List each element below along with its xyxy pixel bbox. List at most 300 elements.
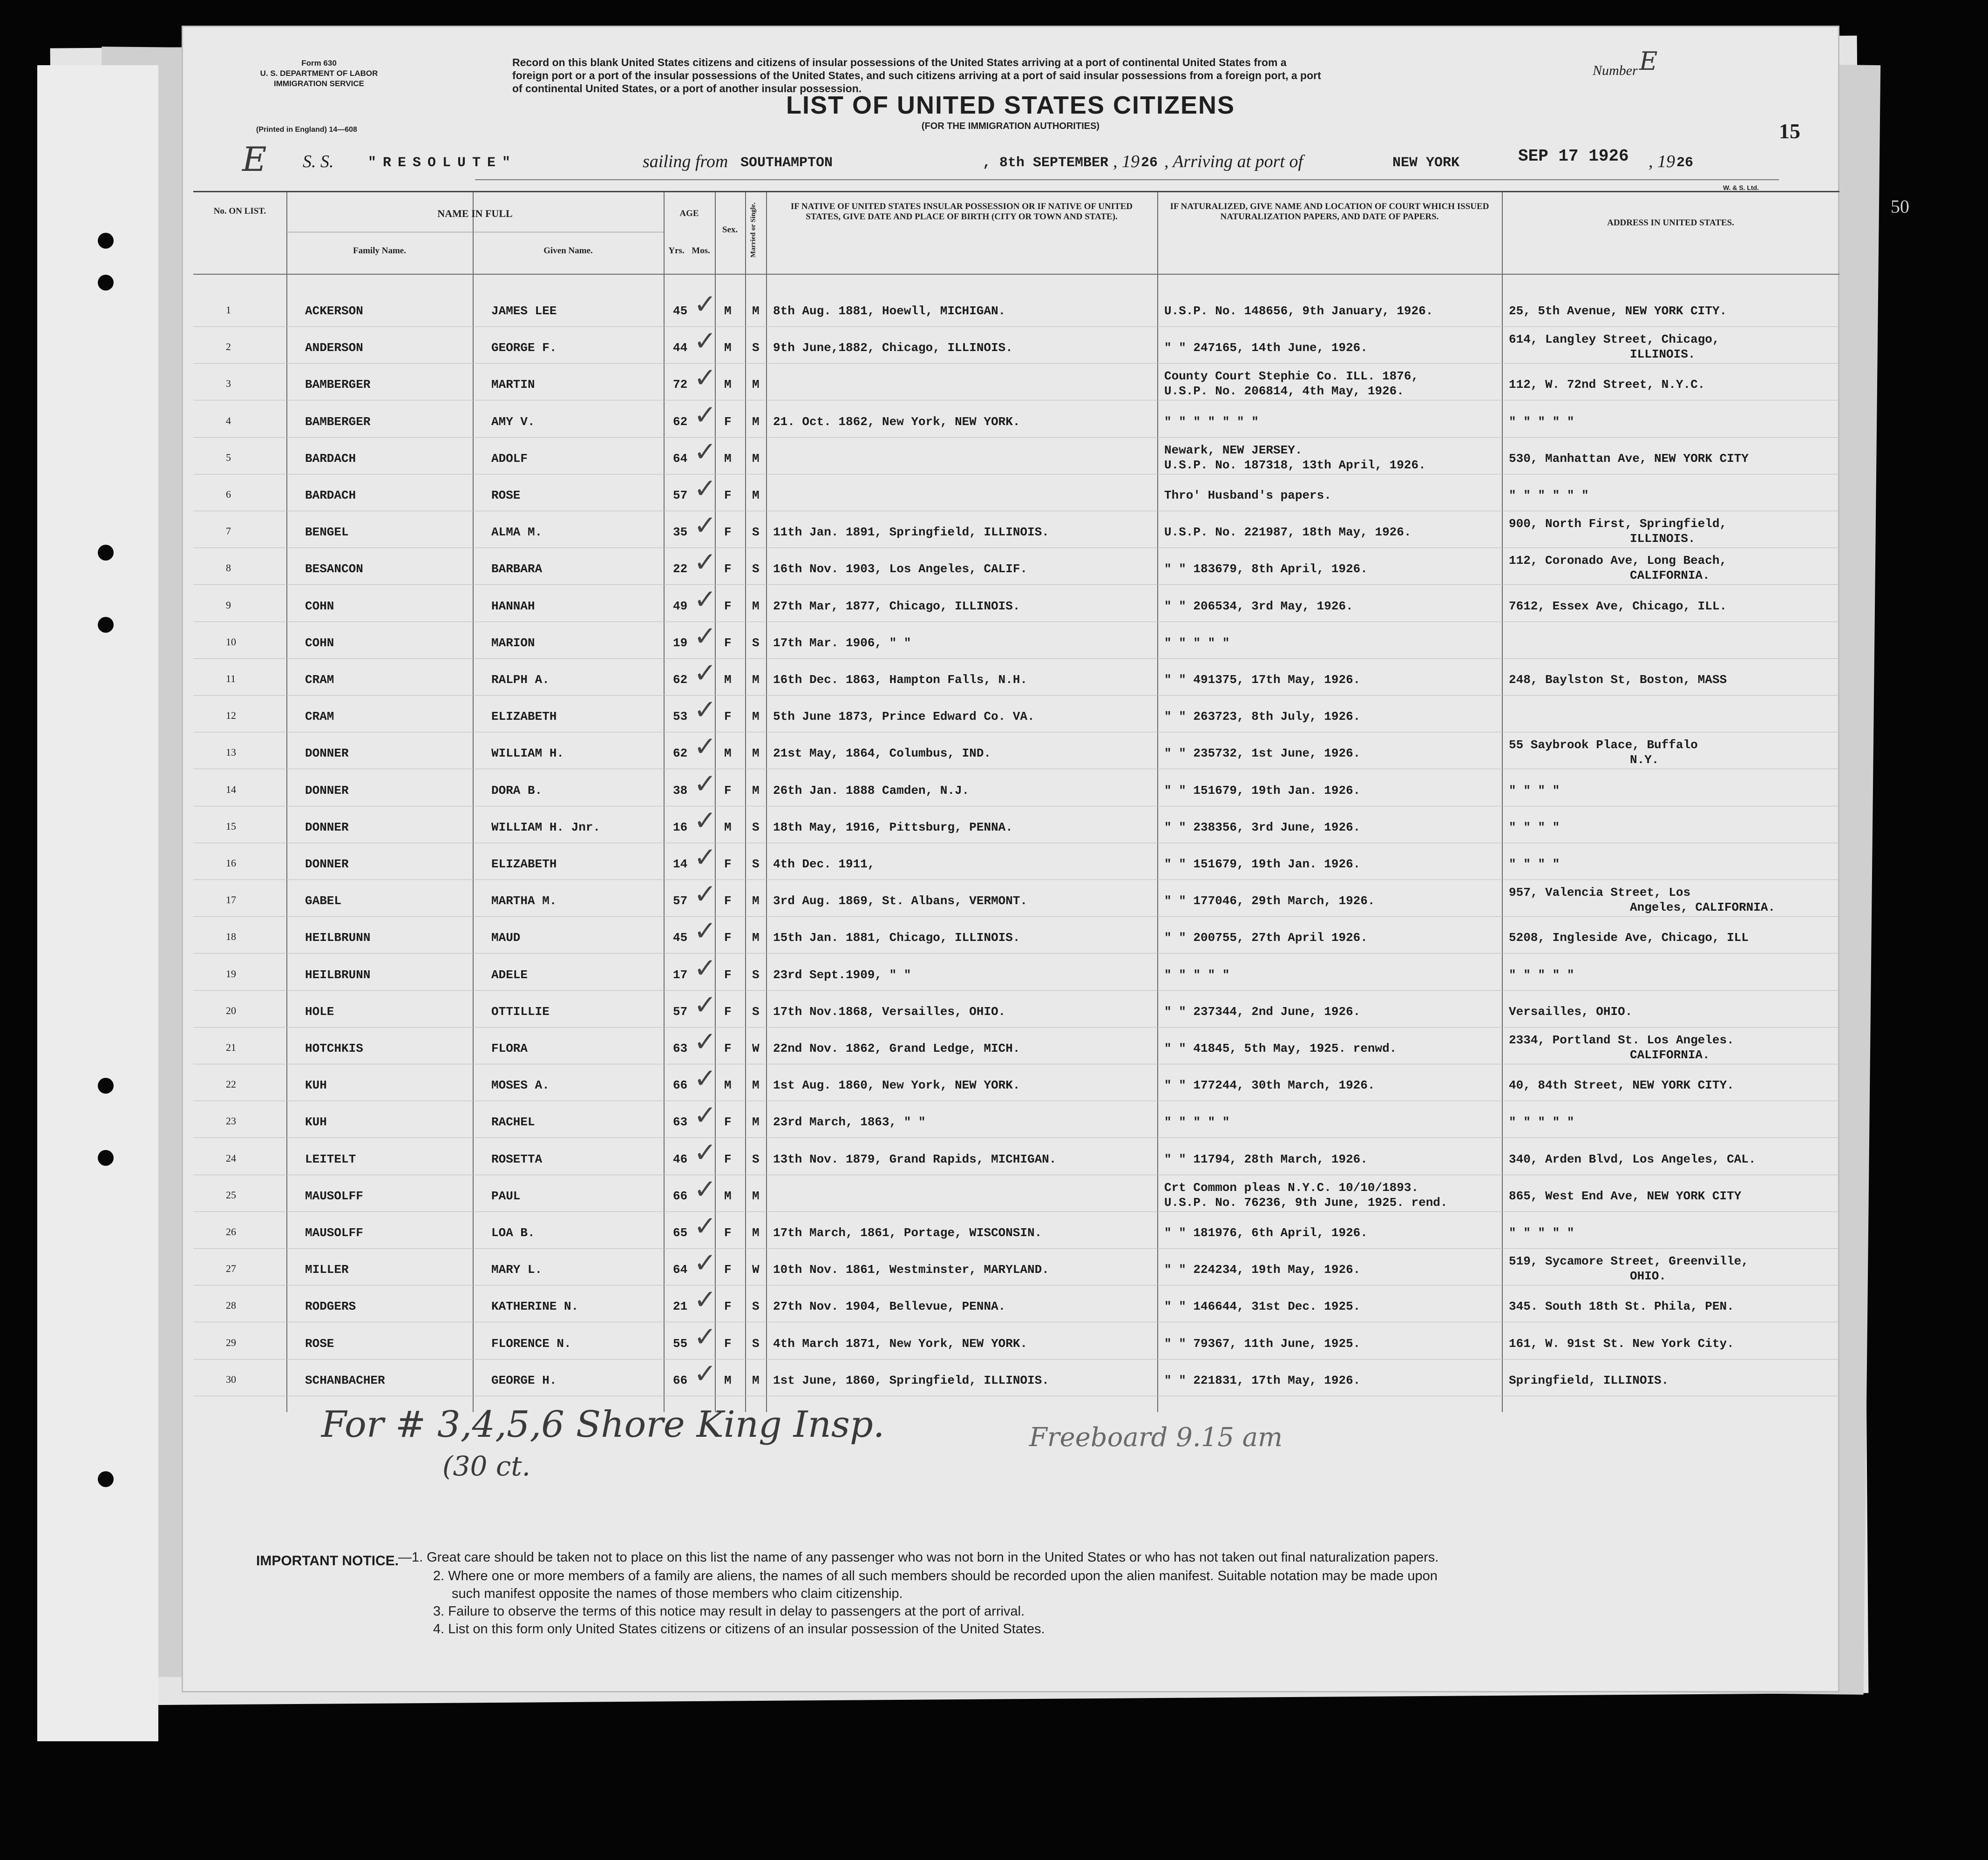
cell-age: 45 xyxy=(673,931,688,945)
cell-no: 14 xyxy=(226,783,236,795)
ship-name: "RESOLUTE" xyxy=(368,155,517,171)
cell-addr-line2: Angeles, CALIFORNIA. xyxy=(1630,900,1776,915)
passenger-table xyxy=(193,191,1839,1412)
cell-no: 24 xyxy=(226,1152,236,1164)
cell-nat: " " 181976, 6th April, 1926. xyxy=(1164,1226,1368,1240)
cell-no: 10 xyxy=(226,636,236,648)
cell-no: 30 xyxy=(226,1373,236,1385)
cell-addr: " " " " xyxy=(1509,820,1560,834)
cell-birth: 21. Oct. 1862, New York, NEW YORK. xyxy=(773,414,1020,429)
cell-nat-line2: U.S.P. No. 187318, 13th April, 1926. xyxy=(1164,458,1426,472)
cell-family: DONNER xyxy=(305,820,349,834)
table-row xyxy=(193,1247,1839,1300)
cell-addr: 7612, Essex Ave, Chicago, ILL. xyxy=(1509,599,1727,613)
table-row xyxy=(193,362,1839,415)
cell-sex: F xyxy=(724,1299,732,1314)
cell-addr: 865, West End Ave, NEW YORK CITY xyxy=(1509,1189,1742,1203)
cell-sex: M xyxy=(724,1189,732,1203)
check-mark-icon: ✓ xyxy=(694,546,717,578)
cell-family: MAUSOLFF xyxy=(305,1189,363,1203)
cell-birth: 23rd March, 1863, " " xyxy=(773,1115,926,1130)
ss-label: S. S. xyxy=(303,152,334,171)
cell-birth: 22nd Nov. 1862, Grand Ledge, MICH. xyxy=(773,1042,1020,1055)
check-mark-icon: ✓ xyxy=(694,694,717,726)
cell-nat: Crt Common pleas N.Y.C. 10/10/1893. xyxy=(1164,1180,1419,1195)
cell-given: ROSE xyxy=(491,488,521,502)
cell-given: DORA B. xyxy=(491,783,543,798)
table-row xyxy=(193,325,1839,378)
cell-age: 63 xyxy=(673,1042,688,1055)
cell-addr: 55 Saybrook Place, Buffalo xyxy=(1509,738,1698,752)
col-header-address: ADDRESS IN UNITED STATES. xyxy=(1607,218,1734,228)
cell-sex: M xyxy=(724,673,732,687)
cell-ms: M xyxy=(752,414,760,429)
page-subtitle: (FOR THE IMMIGRATION AUTHORITIES) xyxy=(921,121,1100,131)
col-header-age: AGE xyxy=(679,209,699,218)
cell-family: CRAM xyxy=(305,673,334,687)
cell-nat: " " 224234, 19th May, 1926. xyxy=(1164,1263,1361,1277)
punch-hole xyxy=(98,233,114,249)
cell-given: WILLIAM H. xyxy=(491,746,564,761)
cell-birth: 26th Jan. 1888 Camden, N.J. xyxy=(773,783,970,798)
cell-ms: M xyxy=(752,1078,760,1093)
cell-ms: W xyxy=(752,1042,760,1055)
check-mark-icon: ✓ xyxy=(694,362,717,394)
arrival-port: NEW YORK xyxy=(1392,155,1460,171)
cell-family: BAMBERGER xyxy=(305,414,371,429)
check-mark-icon: ✓ xyxy=(694,767,717,799)
cell-ms: M xyxy=(752,599,760,613)
cell-sex: M xyxy=(724,378,732,392)
cell-ms: M xyxy=(752,673,760,687)
cell-age: 21 xyxy=(673,1299,688,1314)
table-row xyxy=(193,399,1839,452)
cell-ms: S xyxy=(752,1336,760,1351)
col-header-sex: Sex. xyxy=(722,225,738,235)
table-row xyxy=(193,952,1839,1005)
number-label: Number xyxy=(1593,63,1638,78)
cell-age: 35 xyxy=(673,525,688,540)
cell-sex: F xyxy=(724,636,732,650)
table-row xyxy=(193,730,1839,784)
cell-nat: " " 200755, 27th April 1926. xyxy=(1164,931,1368,945)
cell-family: RODGERS xyxy=(305,1299,356,1314)
cell-given: LOA B. xyxy=(491,1226,535,1240)
cell-nat: " " 235732, 1st June, 1926. xyxy=(1164,746,1361,761)
cell-ms: S xyxy=(752,636,760,650)
cell-given: ROSETTA xyxy=(491,1152,543,1166)
cell-age: 49 xyxy=(673,599,688,613)
cell-nat: Newark, NEW JERSEY. xyxy=(1164,443,1303,457)
cell-given: PAUL xyxy=(491,1189,521,1203)
printer-mark: W. & S. Ltd. xyxy=(1723,184,1759,191)
cell-birth: 4th Dec. 1911, xyxy=(773,857,875,871)
cell-given: JAMES LEE xyxy=(491,304,557,318)
cell-nat: " " 11794, 28th March, 1926. xyxy=(1164,1152,1368,1166)
cell-addr: 900, North First, Springfield, xyxy=(1509,517,1727,531)
cell-family: ROSE xyxy=(305,1336,334,1351)
form-number: Form 630 xyxy=(301,59,337,68)
cell-birth: 1st Aug. 1860, New York, NEW YORK. xyxy=(773,1078,1020,1093)
check-mark-icon: ✓ xyxy=(694,952,717,984)
cell-sex: F xyxy=(724,1152,732,1166)
table-row xyxy=(193,620,1839,673)
arrival-year: 26 xyxy=(1676,155,1694,171)
cell-birth: 23rd Sept.1909, " " xyxy=(773,967,911,982)
cell-birth: 16th Nov. 1903, Los Angeles, CALIF. xyxy=(773,562,1028,576)
cell-family: HOTCHKIS xyxy=(305,1042,363,1055)
cell-nat: " " " " " xyxy=(1164,967,1230,982)
cell-birth: 27th Mar, 1877, Chicago, ILLINOIS. xyxy=(773,599,1020,613)
cell-age: 53 xyxy=(673,710,688,724)
cell-sex: F xyxy=(724,967,732,982)
cell-no: 19 xyxy=(226,967,236,980)
cell-birth: 16th Dec. 1863, Hampton Falls, N.H. xyxy=(773,673,1028,687)
cell-no: 11 xyxy=(226,673,236,684)
cell-nat: County Court Stephie Co. ILL. 1876, xyxy=(1164,369,1419,384)
cell-birth: 11th Jan. 1891, Springfield, ILLINOIS. xyxy=(773,525,1049,540)
cell-sex: F xyxy=(724,1115,732,1130)
cell-sex: F xyxy=(724,931,732,945)
cell-addr: Versailles, OHIO. xyxy=(1509,1004,1633,1019)
cell-addr: " " " " " " xyxy=(1509,488,1589,502)
cell-nat: " " 151679, 19th Jan. 1926. xyxy=(1164,783,1361,798)
cell-ms: S xyxy=(752,967,760,982)
cell-ms: W xyxy=(752,1263,760,1277)
check-mark-icon: ✓ xyxy=(694,657,717,689)
check-mark-icon: ✓ xyxy=(694,1247,717,1279)
cell-addr-line2: N.Y. xyxy=(1630,753,1659,767)
check-mark-icon: ✓ xyxy=(694,1173,717,1205)
cell-sex: F xyxy=(724,857,732,871)
cell-family: DONNER xyxy=(305,746,349,761)
cell-given: ELIZABETH xyxy=(491,710,557,724)
cell-age: 66 xyxy=(673,1189,688,1203)
table-row xyxy=(193,1099,1839,1152)
cell-birth: 15th Jan. 1881, Chicago, ILLINOIS. xyxy=(773,931,1020,945)
cell-sex: F xyxy=(724,894,732,908)
table-row xyxy=(193,915,1839,968)
cell-addr: " " " " " xyxy=(1509,967,1574,982)
cell-family: KUH xyxy=(305,1078,327,1093)
cell-sex: F xyxy=(724,488,732,502)
cell-age: 57 xyxy=(673,1004,688,1019)
cell-birth: 5th June 1873, Prince Edward Co. VA. xyxy=(773,710,1035,724)
cell-given: ELIZABETH xyxy=(491,857,557,871)
margin-strip xyxy=(37,65,158,1741)
col-header-name: NAME IN FULL xyxy=(437,208,513,219)
departure-year: 26 xyxy=(1141,155,1158,171)
arrival-stamp: SEP 17 1926 xyxy=(1518,147,1629,166)
handwritten-note: (30 ct. xyxy=(442,1450,531,1482)
cell-age: 72 xyxy=(673,378,688,392)
cell-given: MOSES A. xyxy=(491,1078,550,1093)
cell-given: ADOLF xyxy=(491,451,528,466)
check-mark-icon: ✓ xyxy=(694,435,717,467)
cell-no: 17 xyxy=(226,894,236,906)
cell-given: OTTILLIE xyxy=(491,1004,550,1019)
page-title: LIST OF UNITED STATES CITIZENS xyxy=(786,91,1235,119)
cell-no: 26 xyxy=(226,1226,236,1238)
cell-no: 22 xyxy=(226,1078,236,1090)
cell-no: 1 xyxy=(226,304,231,316)
table-row xyxy=(193,657,1839,710)
cell-ms: S xyxy=(752,1152,760,1166)
departure-port: SOUTHAMPTON xyxy=(740,155,833,171)
cell-addr-line2: ILLINOIS. xyxy=(1630,532,1696,546)
cell-age: 55 xyxy=(673,1336,688,1351)
punch-hole xyxy=(98,1471,114,1487)
cell-sex: F xyxy=(724,414,732,429)
punch-hole xyxy=(98,275,114,291)
cell-given: AMY V. xyxy=(491,414,535,429)
cell-family: COHN xyxy=(305,636,334,650)
check-mark-icon: ✓ xyxy=(694,325,717,357)
instruction-line: Record on this blank United States citizens and citizens of insular possessions of the United States arriving at a port of continental United States from a xyxy=(512,56,1287,68)
cell-no: 2 xyxy=(226,341,231,353)
cell-nat: " " " " " " " xyxy=(1164,414,1259,429)
table-row xyxy=(193,1320,1839,1374)
cell-no: 16 xyxy=(226,857,236,869)
cell-no: 29 xyxy=(226,1336,236,1348)
cell-nat: " " 491375, 17th May, 1926. xyxy=(1164,673,1361,687)
cell-addr: " " " " xyxy=(1509,857,1560,871)
cell-nat: " " 247165, 14th June, 1926. xyxy=(1164,341,1368,355)
table-row xyxy=(193,1284,1839,1337)
cell-age: 66 xyxy=(673,1373,688,1387)
table-row xyxy=(193,435,1839,489)
cell-sex: F xyxy=(724,1226,732,1240)
cell-nat: " " 79367, 11th June, 1925. xyxy=(1164,1336,1361,1351)
handwritten-note: For # 3,4,5,6 Shore King Insp. xyxy=(321,1404,885,1446)
cell-nat-line2: U.S.P. No. 206814, 4th May, 1926. xyxy=(1164,384,1404,399)
edge-mark: 50 xyxy=(1891,196,1909,217)
cell-family: BESANCON xyxy=(305,562,363,576)
cell-sex: M xyxy=(724,451,732,466)
check-mark-icon: ✓ xyxy=(694,1136,717,1168)
table-row xyxy=(193,1173,1839,1226)
cell-no: 20 xyxy=(226,1004,236,1016)
cell-nat: Thro' Husband's papers. xyxy=(1164,488,1331,502)
instructions xyxy=(512,56,1583,95)
cell-nat: " " " " " xyxy=(1164,636,1230,650)
cell-sex: F xyxy=(724,1263,732,1277)
margin-mark: E xyxy=(242,140,267,179)
table-row xyxy=(193,546,1839,599)
check-mark-icon: ✓ xyxy=(694,1062,717,1095)
cell-addr: 161, W. 91st St. New York City. xyxy=(1509,1336,1734,1351)
cell-sex: F xyxy=(724,1042,732,1055)
cell-family: HEILBRUNN xyxy=(305,967,371,982)
cell-given: KATHERINE N. xyxy=(491,1299,579,1314)
check-mark-icon: ✓ xyxy=(694,841,717,873)
cell-age: 46 xyxy=(673,1152,688,1166)
instruction-line: of continental United States, or a port of another insular possession. xyxy=(512,82,862,95)
check-mark-icon: ✓ xyxy=(694,988,717,1021)
cell-birth: 1st June, 1860, Springfield, ILLINOIS. xyxy=(773,1373,1049,1387)
cell-age: 19 xyxy=(673,636,688,650)
cell-ms: M xyxy=(752,746,760,761)
check-mark-icon: ✓ xyxy=(694,1357,717,1389)
cell-addr: 112, W. 72nd Street, N.Y.C. xyxy=(1509,378,1705,392)
notice-item: such manifest opposite the names of those members who claim citizenship. xyxy=(452,1586,903,1601)
instruction-line: foreign port or a port of the insular possessions of the United States, and such citizens arriving at a port of said insular possessions from a foreign port, a port xyxy=(512,69,1321,81)
table-row xyxy=(193,1062,1839,1116)
cell-no: 8 xyxy=(226,562,231,574)
cell-no: 28 xyxy=(226,1299,236,1312)
cell-addr-line2: OHIO. xyxy=(1630,1269,1667,1284)
cell-nat: " " 237344, 2nd June, 1926. xyxy=(1164,1004,1361,1019)
cell-addr: 40, 84th Street, NEW YORK CITY. xyxy=(1509,1078,1734,1093)
cell-given: MARTIN xyxy=(491,378,535,392)
cell-ms: M xyxy=(752,1115,760,1130)
cell-family: BARDACH xyxy=(305,451,356,466)
cell-nat: " " 151679, 19th Jan. 1926. xyxy=(1164,857,1361,871)
check-mark-icon: ✓ xyxy=(694,1284,717,1316)
col-header-naturalized: IF NATURALIZED, GIVE NAME AND LOCATION OF COURT WHICH ISSUED NATURALIZATION PAPERS, AND DATE OF PAPERS. xyxy=(1170,202,1489,222)
cell-addr: 345. South 18th St. Phila, PEN. xyxy=(1509,1299,1734,1314)
cell-given: FLORENCE N. xyxy=(491,1336,571,1351)
cell-birth: 10th Nov. 1861, Westminster, MARYLAND. xyxy=(773,1263,1049,1277)
cell-nat-line2: U.S.P. No. 76236, 9th June, 1925. rend. xyxy=(1164,1195,1448,1210)
cell-addr: " " " " " xyxy=(1509,414,1574,429)
cell-family: BENGEL xyxy=(305,525,349,540)
check-mark-icon: ✓ xyxy=(694,804,717,836)
check-mark-icon: ✓ xyxy=(694,730,717,763)
cell-birth: 18th May, 1916, Pittsburg, PENNA. xyxy=(773,820,1013,834)
cell-age: 44 xyxy=(673,341,688,355)
cell-family: DONNER xyxy=(305,857,349,871)
cell-ms: S xyxy=(752,1299,760,1314)
cell-given: WILLIAM H. Jnr. xyxy=(491,820,601,834)
notice-item: 3. Failure to observe the terms of this notice may result in delay to passengers at the port of arrival. xyxy=(433,1604,1025,1619)
cell-addr: Springfield, ILLINOIS. xyxy=(1509,1373,1669,1387)
cell-family: MAUSOLFF xyxy=(305,1226,363,1240)
cell-family: SCHANBACHER xyxy=(305,1373,385,1387)
cell-birth: 4th March 1871, New York, NEW YORK. xyxy=(773,1336,1028,1351)
department: U. S. DEPARTMENT OF LABOR xyxy=(260,69,378,78)
cell-addr-line2: CALIFORNIA. xyxy=(1630,1048,1710,1062)
cell-birth: 3rd Aug. 1869, St. Albans, VERMONT. xyxy=(773,894,1028,908)
cell-family: DONNER xyxy=(305,783,349,798)
cell-family: COHN xyxy=(305,599,334,613)
departure-date: , 8th SEPTEMBER xyxy=(983,155,1109,171)
cell-ms: M xyxy=(752,931,760,945)
cell-age: 14 xyxy=(673,857,688,871)
form-header xyxy=(219,58,419,89)
punch-hole xyxy=(98,617,114,633)
cell-nat: U.S.P. No. 221987, 18th May, 1926. xyxy=(1164,525,1411,540)
cell-sex: M xyxy=(724,746,732,761)
cell-age: 65 xyxy=(673,1226,688,1240)
cell-no: 7 xyxy=(226,525,231,537)
cell-ms: M xyxy=(752,378,760,392)
check-mark-icon: ✓ xyxy=(694,1210,717,1242)
cell-family: GABEL xyxy=(305,894,342,908)
cell-no: 25 xyxy=(226,1189,236,1201)
cell-birth: 9th June,1882, Chicago, ILLINOIS. xyxy=(773,341,1013,355)
cell-given: ADELE xyxy=(491,967,528,982)
cell-ms: M xyxy=(752,304,760,318)
handwritten-note: Freeboard 9.15 am xyxy=(1029,1422,1283,1453)
check-mark-icon: ✓ xyxy=(694,583,717,615)
cell-ms: S xyxy=(752,820,760,834)
cell-ms: M xyxy=(752,488,760,502)
cell-age: 45 xyxy=(673,304,688,318)
col-header-given: Given Name. xyxy=(543,246,593,256)
cell-age: 66 xyxy=(673,1078,688,1093)
cell-ms: M xyxy=(752,1226,760,1240)
cell-sex: M xyxy=(724,1373,732,1387)
cell-no: 23 xyxy=(226,1115,236,1127)
printed-note: (Printed in England) 14—608 xyxy=(256,126,357,134)
check-mark-icon: ✓ xyxy=(694,1026,717,1057)
table-row xyxy=(193,583,1839,636)
cell-addr-line2: ILLINOIS. xyxy=(1630,347,1696,362)
cell-sex: F xyxy=(724,1004,732,1019)
cell-ms: S xyxy=(752,341,760,355)
cell-age: 22 xyxy=(673,562,688,576)
cell-addr: 957, Valencia Street, Los xyxy=(1509,886,1691,900)
cell-birth: 27th Nov. 1904, Bellevue, PENNA. xyxy=(773,1299,1006,1314)
cell-nat: " " 41845, 5th May, 1925. renwd. xyxy=(1164,1042,1397,1055)
cell-ms: M xyxy=(752,710,760,724)
cell-sex: F xyxy=(724,783,732,798)
cell-ms: S xyxy=(752,525,760,540)
cell-ms: M xyxy=(752,451,760,466)
cell-nat: " " 238356, 3rd June, 1926. xyxy=(1164,820,1361,834)
cell-given: GEORGE F. xyxy=(491,341,557,355)
cell-given: GEORGE H. xyxy=(491,1373,557,1387)
cell-birth: 13th Nov. 1879, Grand Rapids, MICHIGAN. xyxy=(773,1152,1057,1166)
notice-item: 2. Where one or more members of a family are aliens, the names of all such members should be recorded upon the alien manifest. Suitable notation may be made upon xyxy=(433,1569,1438,1583)
cell-given: ALMA M. xyxy=(491,525,543,540)
cell-addr: 530, Manhattan Ave, NEW YORK CITY xyxy=(1509,451,1749,466)
cell-ms: M xyxy=(752,1373,760,1387)
check-mark-icon: ✓ xyxy=(694,620,717,652)
cell-given: MAUD xyxy=(491,931,521,945)
cell-sex: M xyxy=(724,341,732,355)
cell-age: 57 xyxy=(673,488,688,502)
cell-given: BARBARA xyxy=(491,562,543,576)
col-header-birth: IF NATIVE OF UNITED STATES INSULAR POSSESSION OR IF NATIVE OF UNITED STATES, GIVE DATE AND PLACE OF BIRTH (CITY OR TOWN AND STATE). xyxy=(790,202,1133,222)
year-label: , 19 xyxy=(1113,152,1140,171)
cell-sex: F xyxy=(724,710,732,724)
cell-no: 4 xyxy=(226,414,231,426)
check-mark-icon: ✓ xyxy=(694,473,717,504)
table-row xyxy=(193,767,1839,821)
cell-addr-line2: CALIFORNIA. xyxy=(1630,568,1710,583)
check-mark-icon: ✓ xyxy=(694,288,717,320)
cell-sex: M xyxy=(724,1078,732,1093)
cell-age: 16 xyxy=(673,820,688,834)
cell-sex: F xyxy=(724,525,732,540)
cell-age: 62 xyxy=(673,746,688,761)
cell-sex: F xyxy=(724,599,732,613)
cell-nat: " " 146644, 31st Dec. 1925. xyxy=(1164,1299,1361,1314)
cell-no: 15 xyxy=(226,820,236,832)
cell-age: 57 xyxy=(673,894,688,908)
cell-age: 38 xyxy=(673,783,688,798)
check-mark-icon: ✓ xyxy=(694,399,717,431)
cell-nat: " " 177244, 30th March, 1926. xyxy=(1164,1078,1375,1093)
cell-no: 12 xyxy=(226,710,236,722)
table-row xyxy=(193,804,1839,858)
cell-given: MARION xyxy=(491,636,535,650)
cell-no: 27 xyxy=(226,1263,236,1275)
notice-label: IMPORTANT NOTICE. xyxy=(256,1553,399,1569)
notice-item: —1. Great care should be taken not to place on this list the name of any passenger who was not born in the United States or who has not taken out final naturalization papers. xyxy=(398,1550,1439,1565)
